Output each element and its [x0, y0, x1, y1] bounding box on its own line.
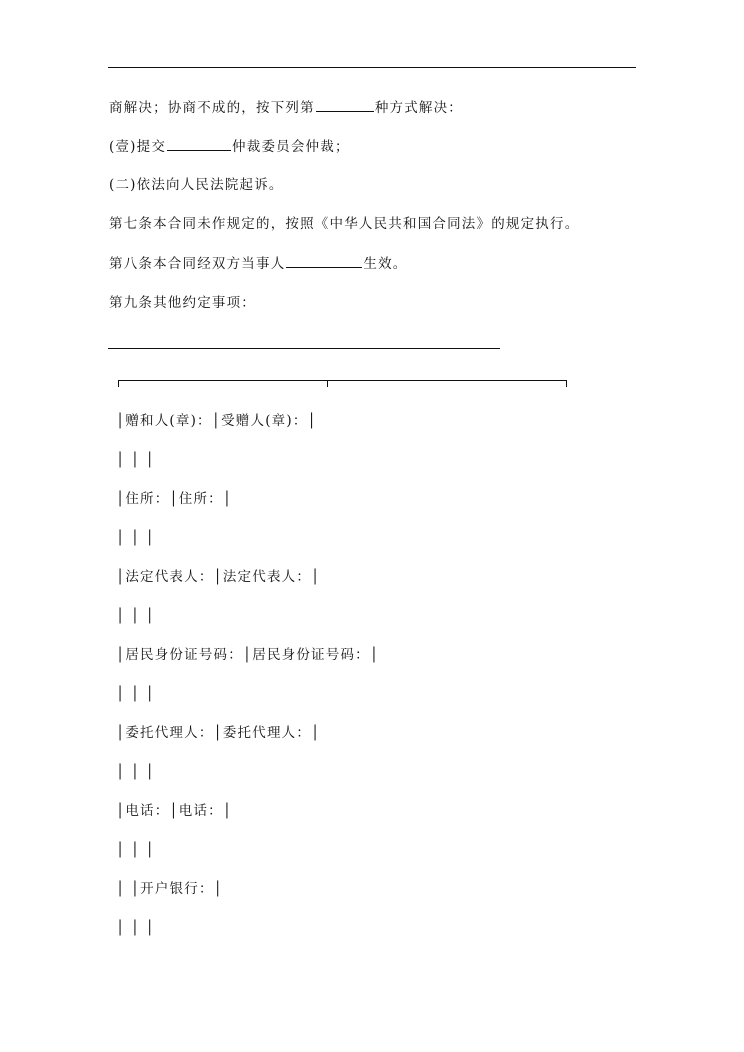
table-row-bank: │ │开户银行：│ — [116, 881, 223, 897]
table-row-donor-donee: │赠和人(章)：│受赠人(章)：│ — [116, 413, 317, 429]
article-seven — [109, 215, 579, 233]
table-row-empty: │ │ │ — [116, 842, 155, 858]
table-row-agent: │委托代理人：│委托代理人：│ — [116, 725, 321, 741]
table-row-empty: │ │ │ — [116, 764, 155, 780]
table-row-empty: │ │ │ — [116, 686, 155, 702]
table-top-tick-left — [118, 380, 119, 387]
option-lawsuit — [109, 176, 284, 194]
article-eight-text: 第八条本合同经双方当事人 — [109, 256, 286, 272]
table-row-id-number: │居民身份证号码：│居民身份证号码：│ — [116, 647, 380, 663]
table-top-tick-right — [566, 380, 567, 387]
clause-dispute-text-end: 种方式解决： — [374, 100, 464, 116]
article-seven-text: 第七条本合同未作规定的，按照《中华人民共和国合同法》的规定执行。 — [109, 216, 580, 232]
option-arbitration — [109, 137, 350, 156]
method-number-blank[interactable] — [316, 98, 374, 112]
signature-table-top-border — [118, 380, 567, 388]
table-row-phone: │电话：│电话：│ — [116, 803, 233, 819]
table-top-tick-middle — [327, 380, 328, 387]
article-nine-text: 第九条其他约定事项： — [109, 295, 256, 311]
clause-dispute-resolution — [109, 98, 463, 117]
option-arbitration-text: (壹)提交 — [109, 139, 167, 155]
table-row-empty: │ │ │ — [116, 920, 155, 936]
header-rule — [108, 67, 636, 68]
table-top-line — [118, 380, 567, 381]
table-row-empty: │ │ │ — [116, 530, 155, 546]
article-eight — [109, 254, 408, 273]
other-matters-blank-line[interactable] — [108, 348, 500, 349]
table-row-address: │住所：│住所：│ — [116, 491, 233, 507]
table-row-legal-rep: │法定代表人：│法定代表人：│ — [116, 569, 321, 585]
article-nine — [109, 294, 256, 312]
arbitration-committee-blank[interactable] — [167, 137, 231, 151]
option-lawsuit-text: (二)依法向人民法院起诉。 — [109, 177, 284, 193]
effective-condition-blank[interactable] — [286, 254, 362, 268]
table-row-empty: │ │ │ — [116, 452, 155, 468]
article-eight-text-end: 生效。 — [363, 256, 408, 272]
clause-dispute-text: 商解决；协商不成的，按下列第 — [109, 100, 315, 116]
option-arbitration-text-end: 仲裁委员会仲裁； — [232, 139, 350, 155]
table-row-empty: │ │ │ — [116, 608, 155, 624]
